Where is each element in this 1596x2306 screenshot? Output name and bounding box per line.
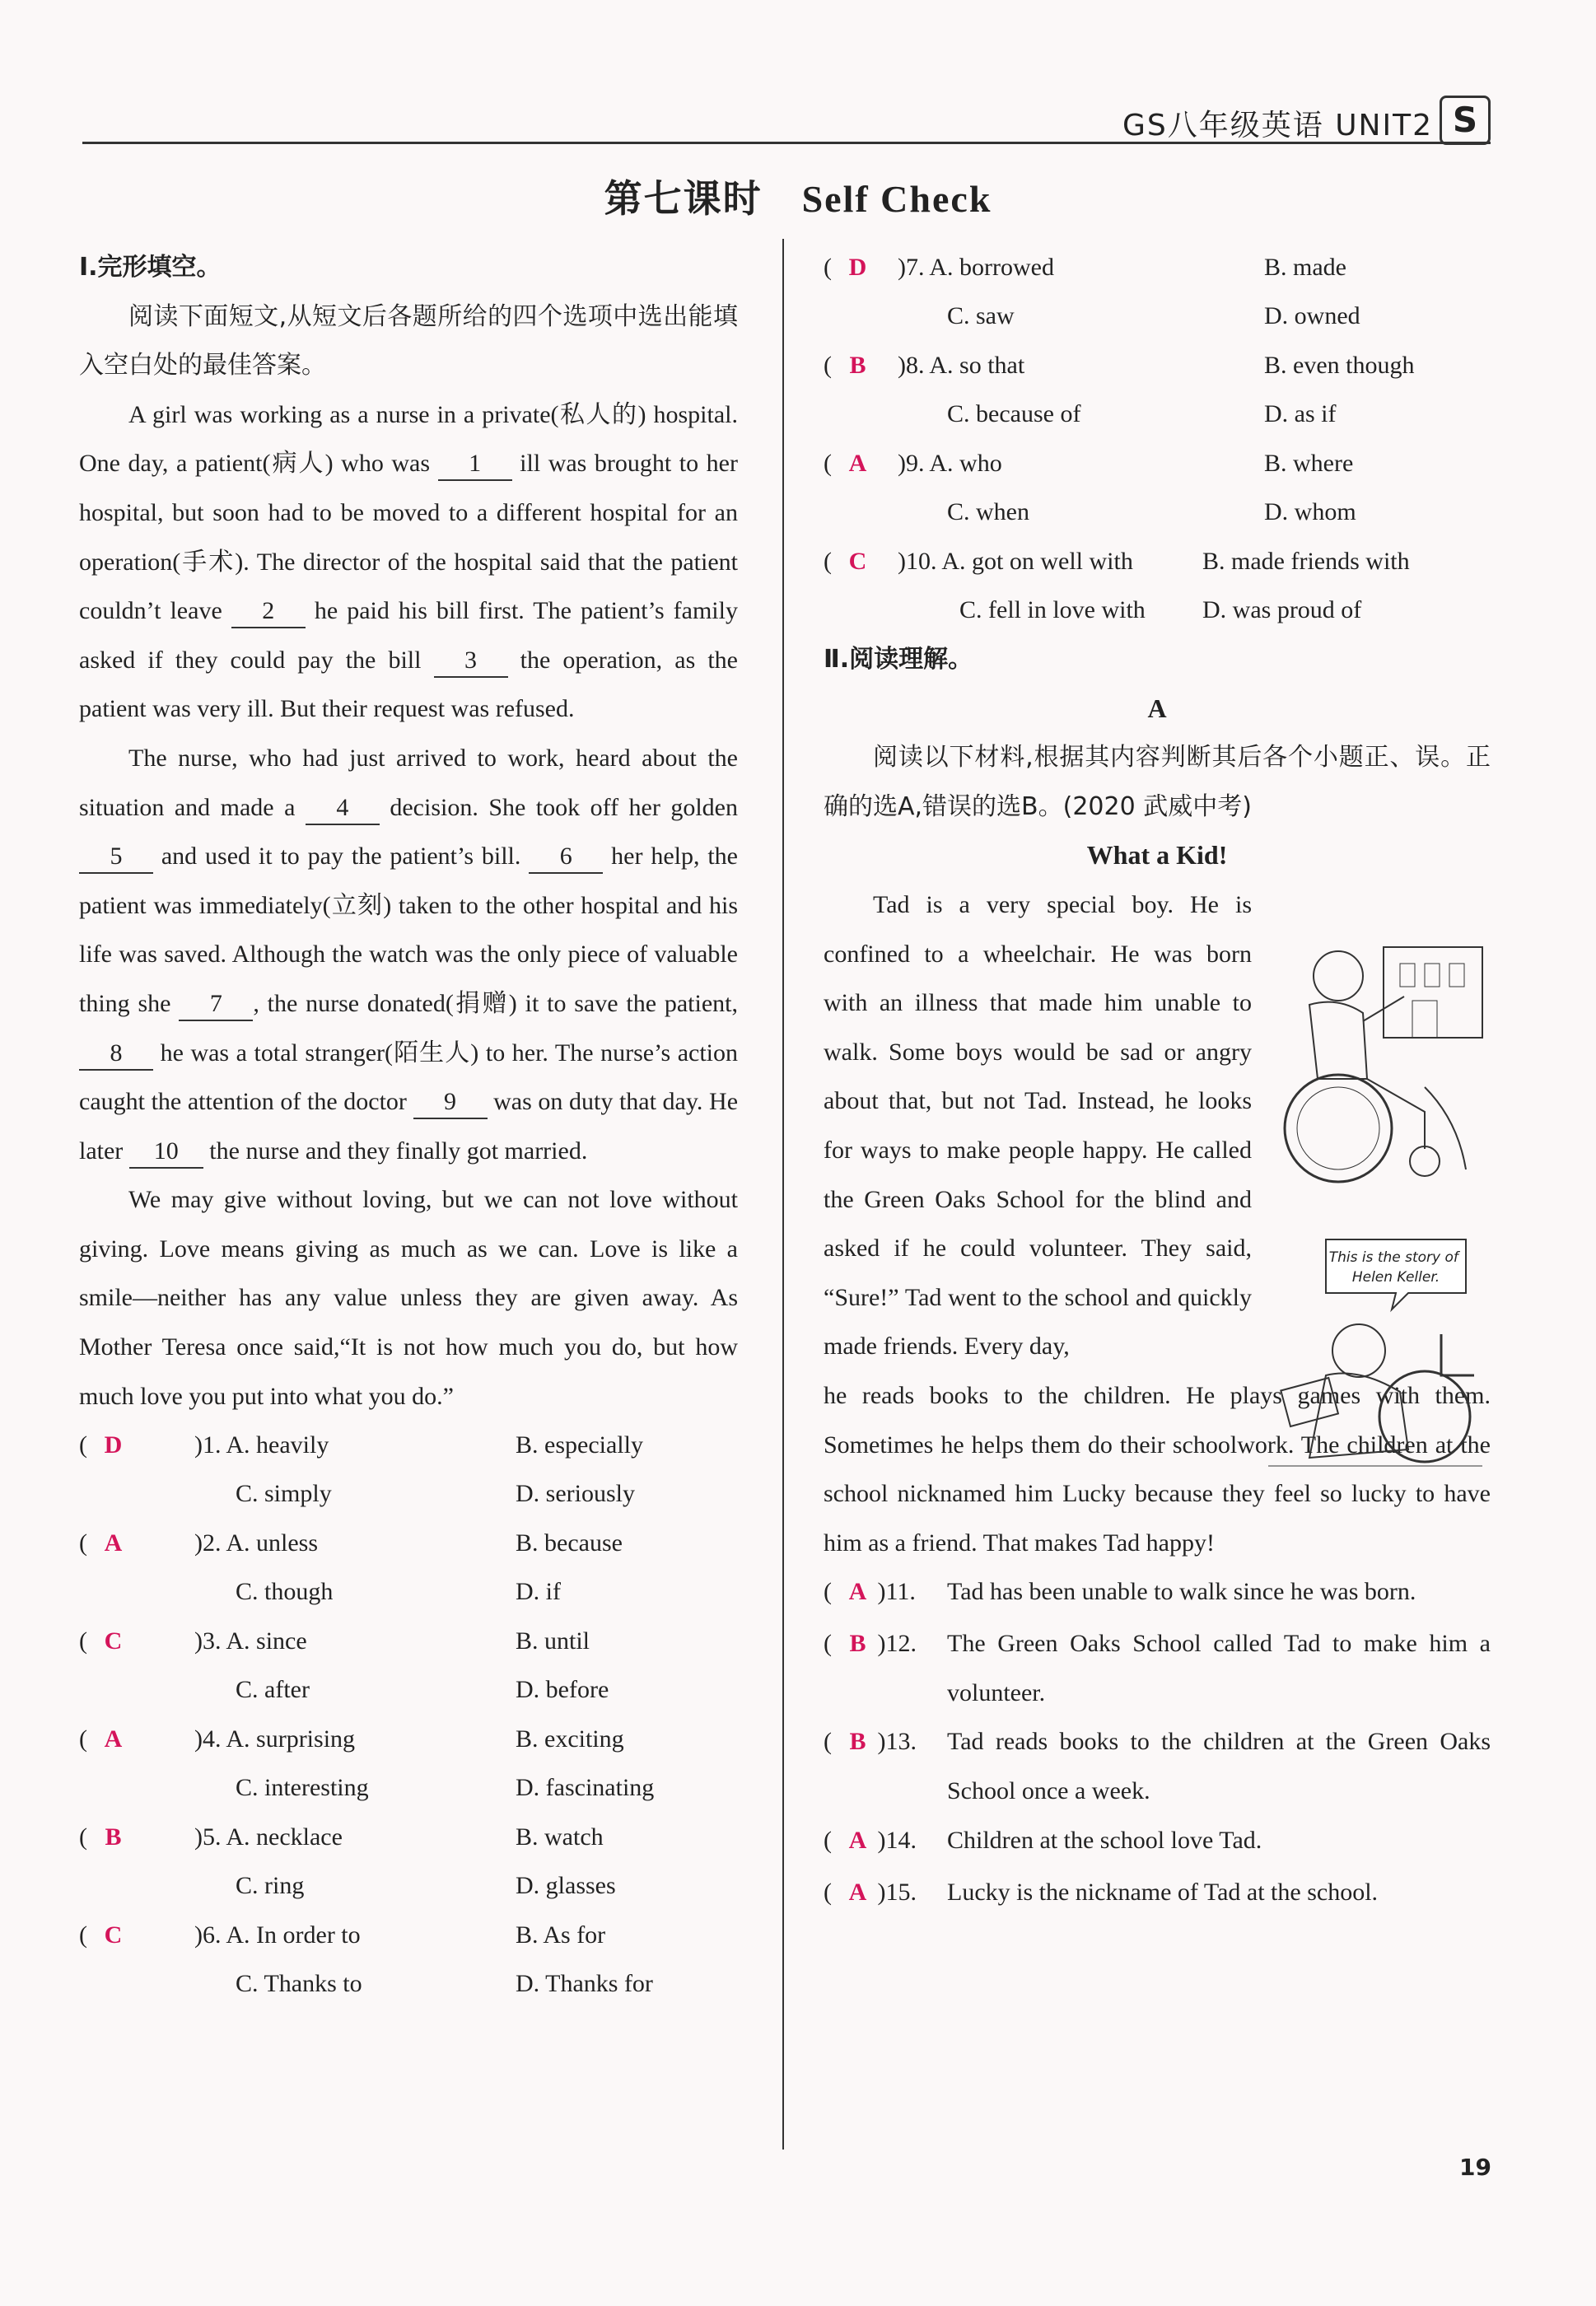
lesson-title: 第七课时 Self Check <box>604 178 992 220</box>
question-9[interactable]: ( A )9. A. who B. where C. when D. whom <box>824 439 1491 537</box>
option-b[interactable]: B. As for <box>516 1921 606 1949</box>
option-c[interactable]: C. simply <box>236 1480 332 1508</box>
blank-9[interactable]: 9 <box>413 1086 488 1119</box>
story-text-narrow: Tad is a very special boy. He is confined to a wheelchair. He was born with an illness that made him unable to walk. Some boys would be sad or angry about that, but not Tad. Instead, he looks for ways to make people happy. He called the Green Oaks School for the blind and asked if he could volunteer. They said, “Sure!” Tad went to the school and quickly made friends. Every day, <box>824 890 1252 1361</box>
page-number: 19 <box>1459 2154 1491 2181</box>
question-14[interactable]: ( A )14. Children at the school love Tad. <box>824 1816 1491 1868</box>
section1-heading: Ⅰ.完形填空。 <box>79 253 222 282</box>
cloze-paragraph-2: The nurse, who had just arrived to work, heard about the situation and made a 4 decision. She took off her golden 5 and used it to pay the patient’s bill. 6 her help, the patient was immediately(立刻) taken to the other hospital and his life was saved. Although the watch was the only piece of valuable thing she 7 , the nurse donated(捐赠) it to save the patient, 8 he was a total stranger(陌生人) to her. The nurse’s action caught the attention of the doctor 9 was on duty that day. He later 10 the nurse and they finally got married. <box>79 734 738 1175</box>
option-b[interactable]: B. watch <box>516 1823 604 1851</box>
option-a[interactable]: A. unless <box>226 1529 319 1557</box>
option-c[interactable]: C. because of <box>947 400 1081 427</box>
answer-6: C <box>104 1921 123 1949</box>
question-list-left <box>79 1421 738 2009</box>
option-a[interactable]: A. necklace <box>226 1823 343 1851</box>
blank-6[interactable]: 6 <box>529 841 603 874</box>
blank-2[interactable]: 2 <box>231 595 306 628</box>
option-c[interactable]: C. interesting <box>236 1774 369 1802</box>
option-b[interactable]: B. made <box>1264 254 1346 281</box>
question-6[interactable]: ( C )6. A. In order to B. As for C. Thanks to D. Thanks for <box>79 1911 738 2009</box>
option-b[interactable]: B. especially <box>516 1431 643 1459</box>
reading-boy-illustration <box>1260 1227 1491 1474</box>
question-8[interactable]: ( B )8. A. so that B. even though C. because of D. as if <box>824 341 1491 439</box>
answer-10: C <box>848 548 867 575</box>
question-7[interactable]: ( D )7. A. borrowed B. made C. saw D. owned <box>824 243 1491 341</box>
header-text: GS八年级英语 UNIT2 <box>1122 109 1433 142</box>
option-c[interactable]: C. fell in love with <box>959 596 1146 623</box>
option-b[interactable]: B. until <box>516 1627 590 1655</box>
blank-4[interactable]: 4 <box>306 792 380 825</box>
question-2[interactable]: ( A )2. A. unless B. because C. though D. if <box>79 1519 738 1617</box>
story-text-full: he reads books to the children. He plays games with them. Sometimes he helps them do their schoolwork. The children at the school nicknamed him Lucky because they feel so lucky to have him as a friend. That makes Tad happy! <box>824 1381 1491 1557</box>
speech-bubble-text: This is the story of Helen Keller. <box>1328 1249 1458 1286</box>
option-d[interactable]: D. Thanks for <box>516 1970 653 1998</box>
column-divider <box>782 239 784 2150</box>
blank-8[interactable]: 8 <box>79 1038 153 1071</box>
question-4[interactable]: ( A )4. A. surprising B. exciting C. interesting D. fascinating <box>79 1715 738 1813</box>
option-c[interactable]: C. Thanks to <box>236 1970 362 1998</box>
option-d[interactable]: D. glasses <box>516 1872 616 1900</box>
statement-text: Tad has been unable to walk since he was born. <box>947 1578 1416 1606</box>
blank-7[interactable]: 7 <box>179 988 253 1021</box>
left-column <box>79 243 738 2009</box>
question-5[interactable]: ( B )5. A. necklace B. watch C. ring D. glasses <box>79 1813 738 1911</box>
answer-2: A <box>104 1529 123 1557</box>
option-d[interactable]: D. seriously <box>516 1480 635 1508</box>
option-c[interactable]: C. when <box>947 498 1029 525</box>
statement-text: Lucky is the nickname of Tad at the school. <box>947 1878 1379 1906</box>
story-title: What a Kid! <box>1086 840 1228 871</box>
statement-text: The Green Oaks School called Tad to make him a volunteer. <box>947 1630 1491 1706</box>
section2-heading: Ⅱ.阅读理解。 <box>824 645 973 674</box>
option-d[interactable]: D. owned <box>1264 302 1360 329</box>
section1-instruction: 阅读下面短文,从短文后各题所给的四个选项中选出能填入空白处的最佳答案。 <box>79 301 738 380</box>
option-d[interactable]: D. whom <box>1264 498 1356 525</box>
option-c[interactable]: C. after <box>236 1676 310 1704</box>
option-a[interactable]: A. since <box>226 1627 307 1655</box>
answer-13: B <box>849 1728 866 1756</box>
question-11[interactable]: ( A )11. Tad has been unable to walk since he was born. <box>824 1567 1491 1619</box>
cloze-paragraph-1: A girl was working as a nurse in a private(私人的) hospital. One day, a patient(病人) who was 1 ill was brought to her hospital, but soon had to be moved to a different hospital for an operation(手术). The director of the hospital said that the patient couldn’t leave 2 he paid his bill first. The patient’s family asked if they could pay the bill 3 the operation, as the patient was very ill. But their request was refused. <box>79 400 738 723</box>
option-d[interactable]: D. if <box>516 1578 561 1606</box>
cloze-paragraph-3: We may give without loving, but we can not love without giving. Love means giving as much as we can. Love is like a smile—neither has any value unless they are given away. As Mother Teresa once said,“It is not how much you do, but how much love you put into what you do.” <box>79 1186 738 1410</box>
answer-5: B <box>105 1823 122 1851</box>
answer-7: D <box>848 254 867 281</box>
wheelchair-boy-illustration <box>1260 922 1491 1194</box>
option-c[interactable]: C. ring <box>236 1872 305 1900</box>
true-false-list <box>824 1567 1491 1919</box>
page-header <box>82 100 1491 144</box>
option-c[interactable]: C. saw <box>947 302 1015 329</box>
option-d[interactable]: D. before <box>516 1676 609 1704</box>
option-a[interactable]: A. so that <box>929 352 1025 379</box>
statement-text: Tad reads books to the children at the Green Oaks School once a week. <box>947 1728 1491 1805</box>
statement-text: Children at the school love Tad. <box>947 1826 1262 1854</box>
section2-instruction: 阅读以下材料,根据其内容判断其后各个小题正、误。正确的选A,错误的选B。(2020 武威中考) <box>824 743 1491 821</box>
option-a[interactable]: A. In order to <box>226 1921 361 1949</box>
option-a[interactable]: A. heavily <box>226 1431 329 1459</box>
option-d[interactable]: D. fascinating <box>516 1774 655 1802</box>
option-a[interactable]: A. borrowed <box>929 254 1054 281</box>
option-b[interactable]: B. even though <box>1264 352 1415 379</box>
option-b[interactable]: B. where <box>1264 450 1354 477</box>
answer-4: A <box>104 1725 123 1753</box>
answer-8: B <box>849 352 866 379</box>
option-d[interactable]: D. was proud of <box>1202 596 1362 623</box>
answer-1: D <box>104 1431 123 1459</box>
blank-10[interactable]: 10 <box>129 1136 203 1169</box>
question-15[interactable]: ( A )15. Lucky is the nickname of Tad at the school. <box>824 1868 1491 1920</box>
answer-12: B <box>849 1630 866 1658</box>
question-13[interactable]: ( B )13. Tad reads books to the children at the Green Oaks School once a week. <box>824 1717 1491 1815</box>
passage-label: A <box>1147 693 1167 723</box>
blank-5[interactable]: 5 <box>79 841 153 874</box>
option-a[interactable]: A. got on well with <box>941 548 1133 575</box>
answer-15: A <box>848 1878 867 1906</box>
answer-3: C <box>104 1627 123 1655</box>
question-12[interactable]: ( B )12. The Green Oaks School called Tad to make him a volunteer. <box>824 1619 1491 1717</box>
option-a[interactable]: A. who <box>929 450 1002 477</box>
blank-1[interactable]: 1 <box>438 448 512 481</box>
publisher-logo-icon: S <box>1440 96 1491 145</box>
option-d[interactable]: D. as if <box>1264 400 1337 427</box>
option-a[interactable]: A. surprising <box>226 1725 356 1753</box>
option-b[interactable]: B. made friends with <box>1202 548 1410 575</box>
question-1[interactable]: ( D )1. A. heavily B. especially C. simply D. seriously <box>79 1421 738 1519</box>
question-10[interactable]: ( C )10. A. got on well with B. made friends with C. fell in love with D. was proud of <box>824 537 1491 635</box>
option-b[interactable]: B. exciting <box>516 1725 624 1753</box>
option-b[interactable]: B. because <box>516 1529 623 1557</box>
answer-11: A <box>848 1578 867 1606</box>
option-c[interactable]: C. though <box>236 1578 334 1606</box>
answer-14: A <box>848 1826 867 1854</box>
answer-9: A <box>848 450 867 477</box>
blank-3[interactable]: 3 <box>434 645 508 678</box>
question-3[interactable]: ( C )3. A. since B. until C. after D. before <box>79 1617 738 1715</box>
